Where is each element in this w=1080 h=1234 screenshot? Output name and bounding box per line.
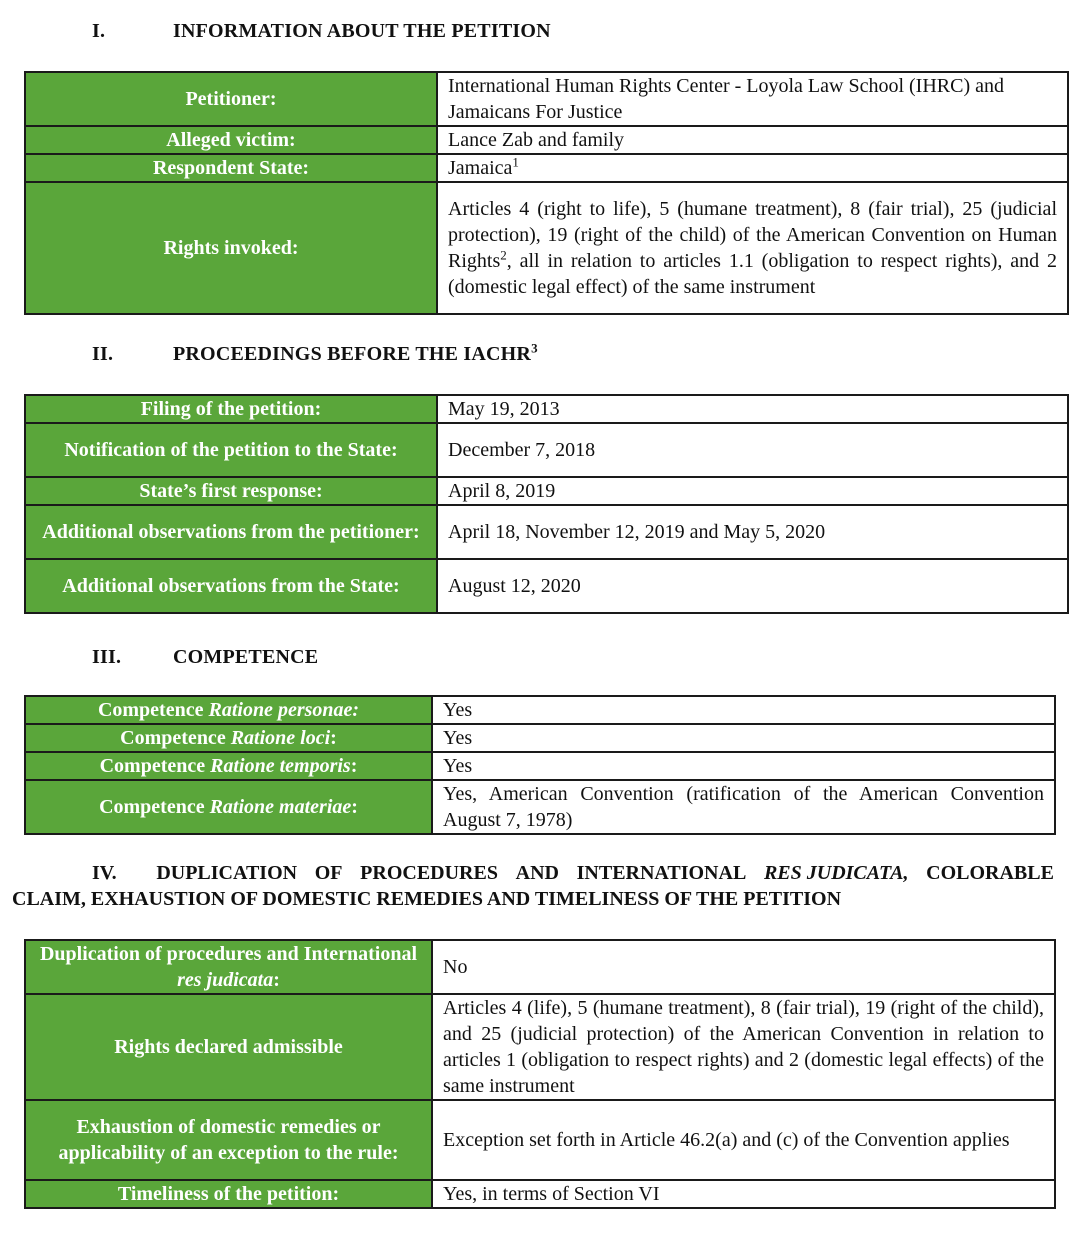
ratione-temporis-value: Yes (432, 752, 1055, 780)
section-number: IV. (92, 862, 117, 884)
proceedings-table (24, 394, 1069, 614)
first-response-label: State’s first response: (25, 477, 437, 505)
petitioner-label: Petitioner: (25, 72, 437, 126)
notification-label: Notification of the petition to the State: (25, 423, 437, 477)
ratione-personae-value: Yes (432, 696, 1055, 724)
petitioner-observations-label: Additional observations from the petitioner: (25, 505, 437, 559)
filing-label: Filing of the petition: (25, 395, 437, 423)
table-row (25, 395, 1068, 423)
section-4-heading (12, 860, 1054, 912)
heading-word: INTERNATIONAL (576, 862, 747, 884)
rights-admissible-value: Articles 4 (life), 5 (humane treatment), 8 (fair trial), 19 (right of the child), and 25 (judicial protection) of the American Convention in relation to articles 1 (obligation to respect rights) and 2 (domestic legal effects) of the same instrument (432, 994, 1055, 1100)
heading-word: OF (314, 862, 343, 884)
alleged-victim-value: Lance Zab and family (437, 126, 1068, 154)
section-number: III. (92, 646, 122, 668)
table-row (25, 477, 1068, 505)
ratione-personae-label (25, 696, 432, 724)
competence-word: Competence (120, 727, 226, 749)
table-row (25, 505, 1068, 559)
timeliness-label: Timeliness of the petition: (25, 1180, 432, 1208)
competence-word: Competence (97, 699, 204, 721)
section-1-heading (92, 18, 692, 44)
notification-value: December 7, 2018 (437, 423, 1068, 477)
heading-word-italic: RES JUDICATA, (763, 862, 909, 884)
label-colon: : (330, 727, 337, 749)
ratione-temporis-label (25, 752, 432, 780)
section-3-heading (92, 644, 692, 670)
table-row (25, 154, 1068, 182)
table-row (25, 1180, 1055, 1208)
section-2-heading (92, 341, 692, 367)
ratione-term: Ratione loci (230, 727, 331, 749)
table-row (25, 72, 1068, 126)
table-row (25, 724, 1055, 752)
section-title: COMPETENCE (173, 646, 319, 668)
footnote-3[interactable]: 3 (531, 340, 538, 356)
res-judicata-term: res judicata (177, 969, 274, 991)
ratione-term: Ratione temporis (210, 755, 351, 777)
heading-word: AND (515, 862, 559, 884)
respondent-state-value: Jamaica (448, 157, 513, 179)
table-row (25, 559, 1068, 613)
table-row (25, 940, 1055, 994)
competence-table (24, 695, 1056, 835)
table-row (25, 780, 1055, 834)
section-title: INFORMATION ABOUT THE PETITION (173, 20, 551, 42)
ratione-loci-value: Yes (432, 724, 1055, 752)
heading-word: PROCEDURES (360, 862, 498, 884)
section-4-heading-line1 (12, 860, 1054, 886)
duplication-value: No (432, 940, 1055, 994)
table-row (25, 126, 1068, 154)
competence-word: Competence (99, 796, 205, 818)
state-observations-label: Additional observations from the State: (25, 559, 437, 613)
table-row (25, 752, 1055, 780)
heading-word: COLORABLE (926, 862, 1054, 884)
table-row (25, 182, 1068, 314)
ratione-term: Ratione personae: (208, 699, 360, 721)
rights-invoked-cell (437, 182, 1068, 314)
alleged-victim-label: Alleged victim: (25, 126, 437, 154)
rights-invoked-text-cont: , all in relation to articles 1.1 (obligation to respect rights), and 2 (domestic legal effect) of the same instrument (448, 250, 1057, 298)
respondent-state-label: Respondent State: (25, 154, 437, 182)
footnote-1[interactable]: 1 (512, 154, 519, 170)
table-row (25, 994, 1055, 1100)
label-colon: : (351, 796, 358, 818)
petitioner-value: International Human Rights Center - Loyola Law School (IHRC) and Jamaicans For Justice (437, 72, 1068, 126)
rights-invoked-label: Rights invoked: (25, 182, 437, 314)
petitioner-observations-value: April 18, November 12, 2019 and May 5, 2020 (437, 505, 1068, 559)
filing-value: May 19, 2013 (437, 395, 1068, 423)
exhaustion-label: Exhaustion of domestic remedies or applicability of an exception to the rule: (25, 1100, 432, 1180)
table-row (25, 1100, 1055, 1180)
section-number: II. (92, 343, 114, 365)
ratione-materiae-label (25, 780, 432, 834)
duplication-label-text: Duplication of procedures and International (39, 943, 418, 965)
ratione-loci-label (25, 724, 432, 752)
section-number: I. (92, 20, 106, 42)
respondent-state-cell (437, 154, 1068, 182)
exhaustion-value: Exception set forth in Article 46.2(a) and (c) of the Convention applies (432, 1100, 1055, 1180)
table-row (25, 696, 1055, 724)
petition-info-table (24, 71, 1069, 315)
label-colon: : (273, 969, 280, 991)
section-title: PROCEEDINGS BEFORE THE IACHR (173, 343, 532, 365)
section-title-wrap (173, 341, 538, 367)
label-colon: : (350, 755, 358, 777)
state-observations-value: August 12, 2020 (437, 559, 1068, 613)
section-4-heading-line2: CLAIM, EXHAUSTION OF DOMESTIC REMEDIES AND TIMELINESS OF THE PETITION (12, 888, 842, 910)
ratione-materiae-value: Yes, American Convention (ratification of the American Convention August 7, 1978) (432, 780, 1055, 834)
ratione-term: Ratione materiae (209, 796, 352, 818)
duplication-label (25, 940, 432, 994)
rights-admissible-label: Rights declared admissible (25, 994, 432, 1100)
first-response-value: April 8, 2019 (437, 477, 1068, 505)
admissibility-table (24, 939, 1056, 1209)
rights-invoked-text: Articles 4 (right to life), 5 (humane treatment), 8 (fair trial), 25 (judicial protection), 19 (right of the child) of the American Convention on Human Rights (448, 198, 1057, 272)
table-row (25, 423, 1068, 477)
timeliness-value: Yes, in terms of Section VI (432, 1180, 1055, 1208)
footnote-2[interactable]: 2 (500, 247, 507, 263)
heading-word: DUPLICATION (156, 862, 298, 884)
competence-word: Competence (99, 755, 206, 777)
